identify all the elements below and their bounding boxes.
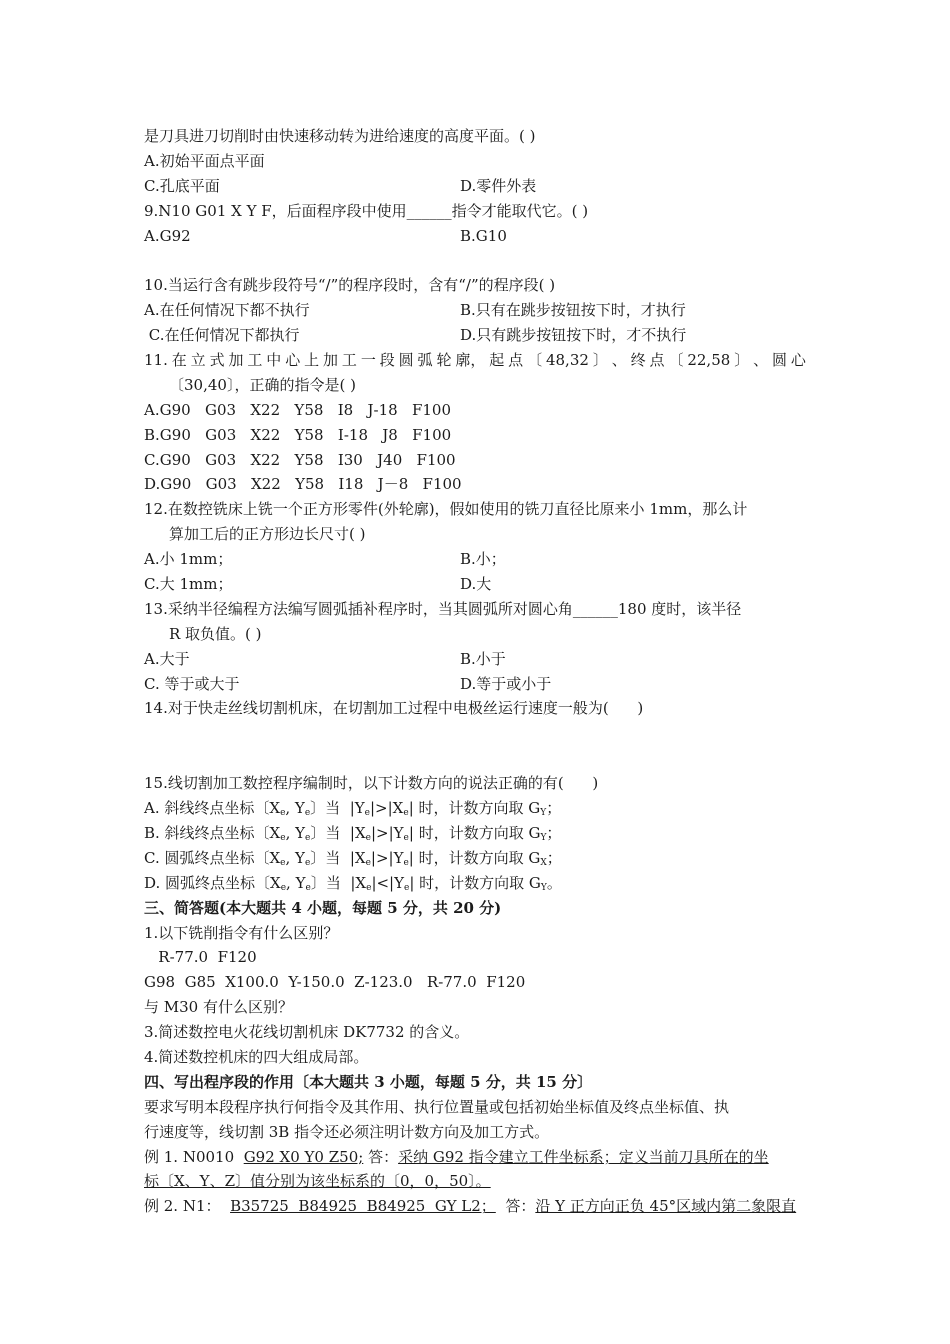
q11-stem-part: 一: [360, 351, 376, 370]
q12-stem-line-1: 12.在数控铣床上铣一个正方形零件(外轮廓)，假如使用的铣刀直径比原来小 1mm，那么计: [144, 500, 748, 519]
q10-option-b: B.只有在跳步按钮按下时，才执行: [460, 301, 686, 320]
section-4-intro-line-2: 行速度等，线切割 3B 指令还必须注明计数方向及加工方式。: [144, 1122, 550, 1141]
example-1-answer: 采纳 G92 指令建立工件坐标系；定义当前刀具所在的坐: [398, 1147, 769, 1166]
example-1-line-2: [144, 1169, 806, 1194]
q15-sub: e: [280, 832, 286, 843]
q11-stem-part: 弧: [417, 351, 433, 370]
q11-stem-part: 立: [190, 351, 206, 370]
spacer: [144, 721, 806, 771]
q8-option-d: D.零件外表: [460, 176, 537, 195]
q10-option-c: C.在任何情况下都执行: [144, 326, 300, 345]
example-1-line-1: [144, 1145, 806, 1170]
q15-sub: Y: [540, 832, 547, 843]
q15-text: | 时，计数方向取 G: [408, 823, 541, 842]
q11-stem-part: 上: [304, 351, 320, 370]
q15-text: | 时，计数方向取 G: [408, 848, 541, 867]
q15-sub: e: [366, 882, 372, 893]
q11-stem-part: 、: [753, 351, 769, 370]
q13-option-c: C. 等于或大于: [144, 674, 240, 693]
q15-text: 〕当 |X: [310, 873, 367, 892]
q8-option-a: A.初始平面点平面: [144, 151, 265, 170]
q11-stem-part: 段: [379, 351, 395, 370]
q13-option-a: A.大于: [144, 649, 190, 668]
q15-text: D. 圆弧终点坐标〔X: [144, 873, 281, 892]
q11-stem-part: 加: [323, 351, 339, 370]
q10-option-row-1: [144, 298, 806, 323]
q11-stem-part: 〕: [592, 351, 608, 370]
q15-text: 〕当 |X: [310, 823, 366, 842]
q15-text: ；: [546, 823, 562, 842]
q11-stem-part: 点: [649, 351, 665, 370]
q9-option-b: B.G10: [460, 226, 507, 245]
q15-sub: e: [403, 857, 409, 868]
q15-sub: e: [304, 857, 311, 868]
q12-option-a: A.小 1mm；: [144, 550, 233, 569]
q15-text: C. 圆弧终点坐标〔X: [144, 848, 281, 867]
q10-option-row-2: [144, 323, 806, 348]
q11-stem-part: 终: [630, 351, 646, 370]
q11-option-b: B.G90 G03 X22 Y58 I-18 J8 F100: [144, 425, 452, 444]
q12-option-row-1: [144, 547, 806, 572]
q15-text: , Y: [285, 848, 305, 867]
q12-option-row-2: [144, 572, 806, 597]
q15-text: |>|Y: [370, 848, 404, 867]
q11-stem-part: 〕: [734, 351, 750, 370]
q12-option-b: B.小；: [460, 550, 506, 569]
q15-option-b: [144, 821, 806, 846]
q15-text: |>|X: [370, 799, 404, 818]
q15-text: , Y: [286, 873, 306, 892]
q13-option-b: B.小于: [460, 649, 506, 668]
q11-option-c: C.G90 G03 X22 Y58 I30 J40 F100: [144, 450, 456, 469]
q13-option-row-1: [144, 647, 806, 672]
q15-text: ；: [546, 848, 562, 867]
q11-stem-part: 中: [266, 351, 282, 370]
spacer: [144, 248, 806, 273]
q11-stem-part: 、: [611, 351, 627, 370]
q10-option-d: D.只有跳步按钮按下时，才不执行: [460, 326, 687, 345]
section-3-q1-code-2: G98 G85 X100.0 Y-150.0 Z-123.0 R-77.0 F120: [144, 973, 526, 992]
q15-sub: e: [404, 882, 410, 893]
q15-text: 〕当 |Y: [310, 799, 365, 818]
q15-text: |<|Y: [371, 873, 405, 892]
q11-stem-part: 圆: [398, 351, 414, 370]
q13-option-row-2: [144, 672, 806, 697]
q11-stem-part: 加: [228, 351, 244, 370]
q15-sub: e: [280, 857, 286, 868]
q13-option-d: D.等于或小于: [460, 674, 552, 693]
q11-stem-line-2: 〔30,40〕，正确的指令是( ): [169, 375, 356, 394]
q15-text: B. 斜线终点坐标〔X: [144, 823, 281, 842]
q11-option-d: D.G90 G03 X22 Y58 I18 J－8 F100: [144, 475, 462, 494]
q15-sub: e: [305, 882, 311, 893]
q15-sub: Y: [540, 882, 547, 893]
section-3-q2: 与 M30 有什么区别？: [144, 998, 293, 1017]
q15-option-d: [144, 871, 806, 896]
q15-sub: e: [403, 832, 409, 843]
q13-stem-line-2: R 取负值。( ): [169, 624, 262, 643]
q11-stem-part: 起: [489, 351, 505, 370]
q15-sub: X: [540, 857, 547, 868]
q15-text: A. 斜线终点坐标〔X: [144, 799, 281, 818]
q11-stem-part: 在: [171, 351, 187, 370]
q15-sub: e: [305, 832, 311, 843]
q15-text: , Y: [285, 823, 306, 842]
example-2-prefix: 例 2. N1：: [144, 1197, 231, 1216]
example-2-answer-label: 答：: [495, 1197, 536, 1216]
q11-stem-part: 〔: [668, 351, 684, 370]
q11-stem-part: 〔: [527, 351, 543, 370]
q11-stem-part: 廓，: [455, 351, 486, 370]
q15-option-a: [144, 796, 806, 821]
q11-stem-part: 轮: [436, 351, 452, 370]
q11-stem-part: 工: [247, 351, 263, 370]
q11-stem-part: 22,58: [687, 351, 731, 370]
q13-stem-line-1: 13.采纳半径编程方法编写圆弧插补程序时，当其圆弧所对圆心角______180 度时，该半径: [144, 599, 742, 618]
example-1-answer-cont: 标〔X、Y、Z〕值分别为该坐标系的〔0，0，50〕。: [144, 1172, 491, 1191]
q11-stem-line-1: [144, 348, 806, 373]
q12-stem-line-2: 算加工后的正方形边长尺寸( ): [169, 525, 366, 544]
q10-stem: 10.当运行含有跳步段符号“/”的程序段时，含有“/”的程序段( ): [144, 276, 556, 295]
q11-option-a: A.G90 G03 X22 Y58 I8 J-18 F100: [144, 400, 451, 419]
example-1-prefix: 例 1. N0010: [144, 1147, 244, 1166]
section-4-intro-line-1: 要求写明本段程序执行何指令及其作用、执行位置量或包括初始坐标值及终点坐标值、执: [144, 1097, 730, 1116]
example-2-code: B35725 B84925 B84925 GY L2；: [230, 1197, 496, 1216]
q15-sub: e: [304, 808, 311, 819]
q15-text: , Y: [285, 799, 305, 818]
example-2-answer: 沿 Y 正方向正负 45°区域内第二象限直: [535, 1197, 797, 1216]
example-2-line-1: [144, 1194, 806, 1219]
q15-text: 。: [546, 873, 562, 892]
q8-option-c: C.孔底平面: [144, 176, 220, 195]
q9-option-row-1: [144, 224, 806, 249]
section-3-heading: 三、简答题(本大题共 4 小题，每题 5 分，共 20 分): [144, 898, 502, 917]
q14-stem: 14.对于快走丝线切割机床，在切割加工过程中电极丝运行速度一般为( ): [144, 699, 644, 718]
q11-stem-part: 工: [341, 351, 357, 370]
q15-sub: e: [365, 857, 371, 868]
q9-option-a: A.G92: [144, 226, 191, 245]
q15-text: | 时，计数方向取 G: [408, 799, 541, 818]
section-3-q3: 3.简述数控电火花线切割机床 DK7732 的含义。: [144, 1023, 470, 1042]
q8-stem: 是刀具进刀切削时由快速移动转为进给速度的高度平面。( ): [144, 127, 536, 145]
q15-option-c: [144, 846, 806, 871]
example-1-answer-label: 答：: [363, 1147, 399, 1166]
q15-sub: e: [364, 808, 370, 819]
q10-option-a: A.在任何情况下都不执行: [144, 301, 310, 320]
q15-text: 〕当 |X: [310, 848, 366, 867]
q11-stem-part: 圆: [772, 351, 788, 370]
q15-sub: Y: [540, 808, 547, 819]
section-3-q1-code-1: R-77.0 F120: [144, 948, 257, 967]
q15-text: | 时，计数方向取 G: [409, 873, 541, 892]
q11-stem-part: 心: [790, 351, 806, 370]
section-3-q1: 1.以下铣削指令有什么区别？: [144, 923, 339, 942]
section-4-heading: 四、写出程序段的作用〔本大题共 3 小题，每题 5 分，共 15 分〕: [144, 1072, 593, 1091]
q15-sub: e: [280, 808, 286, 819]
q11-stem-part: 心: [285, 351, 301, 370]
q12-option-c: C.大 1mm；: [144, 575, 233, 594]
q15-sub: e: [403, 808, 409, 819]
q11-stem-part: 点: [508, 351, 524, 370]
q9-stem: 9.N10 G01 X Y F，后面程序段中使用______指令才能取代它。( ): [144, 201, 589, 220]
document-content: [144, 124, 806, 1219]
q11-stem-part: 48,32: [545, 351, 589, 370]
q11-stem-part: 式: [209, 351, 225, 370]
section-3-q4: 4.简述数控机床的四大组成局部。: [144, 1047, 369, 1066]
q15-sub: e: [365, 832, 371, 843]
q12-option-d: D.大: [460, 575, 492, 594]
q15-text: |>|Y: [370, 823, 404, 842]
q15-sub: e: [280, 882, 287, 893]
example-1-code: G92 X0 Y0 Z50;: [243, 1147, 364, 1166]
q15-text: ；: [546, 799, 562, 818]
q8-option-row-2: [144, 174, 806, 199]
q15-stem: 15.线切割加工数控程序编制时，以下计数方向的说法正确的有( ): [144, 774, 599, 793]
q11-stem-part: 11.: [144, 351, 168, 370]
